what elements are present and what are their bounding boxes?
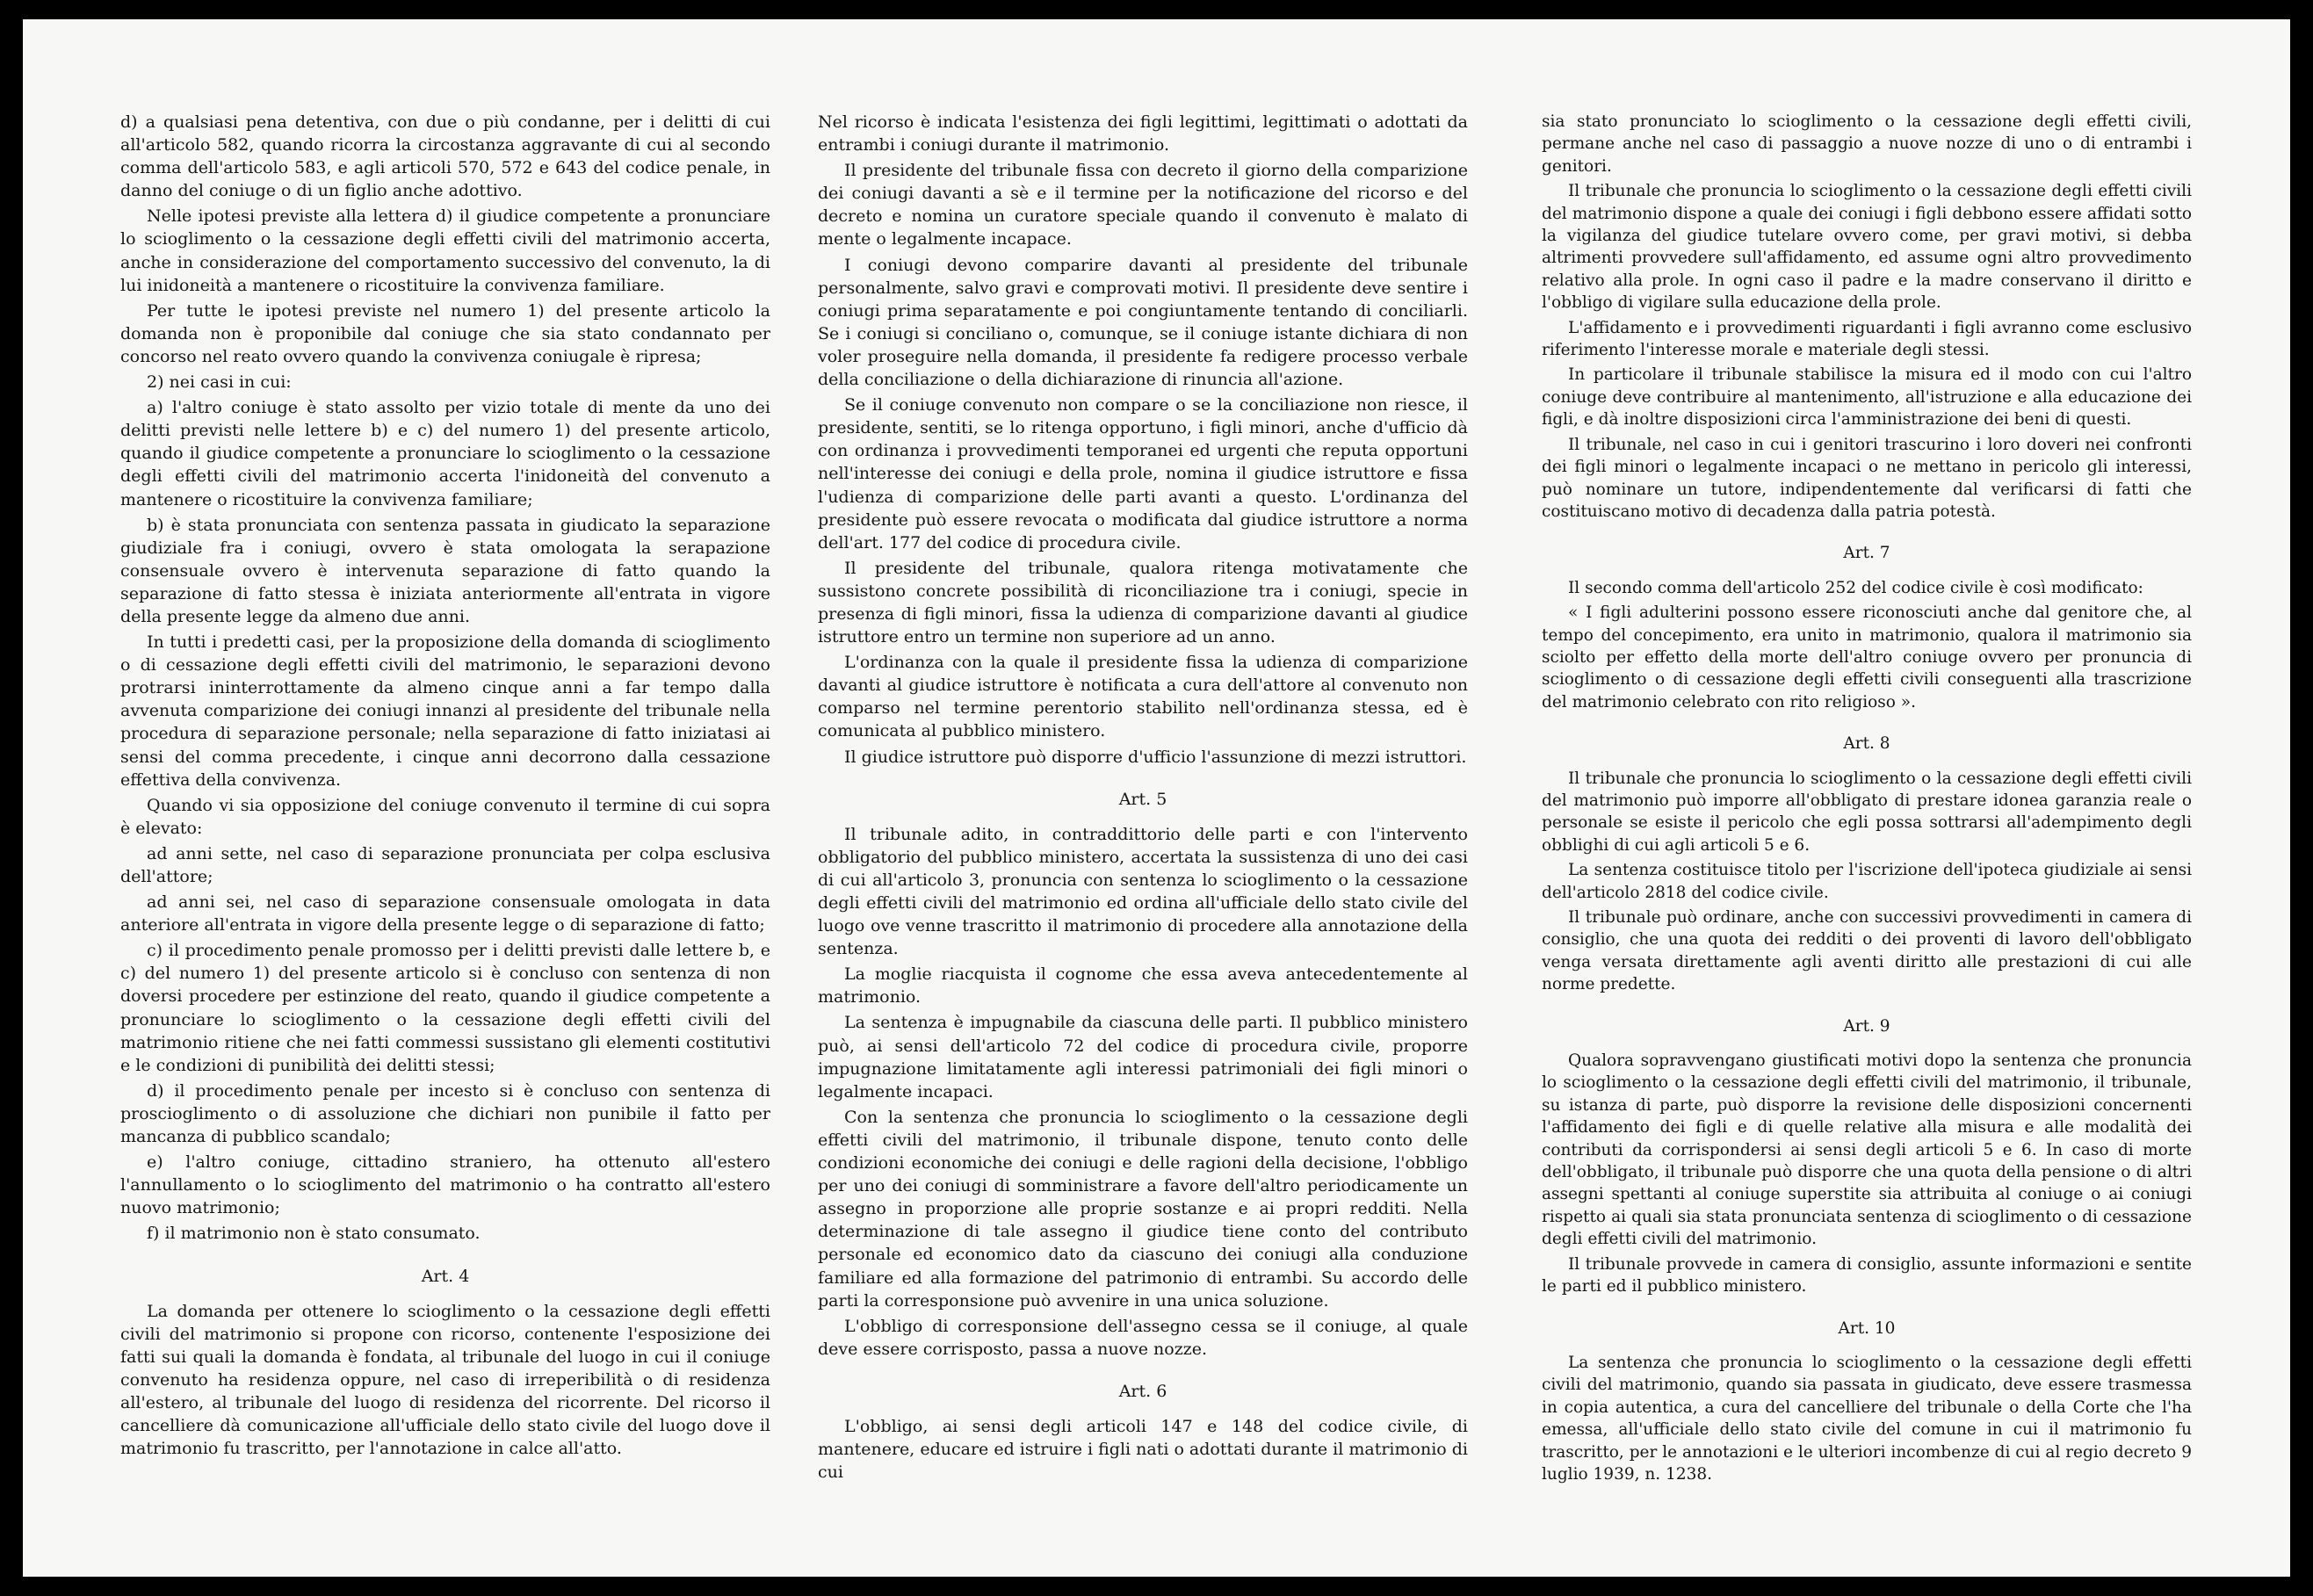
paragraph: Il tribunale che pronuncia lo scioglimento o la cessazione degli effetti civili del matrimonio dispone a quale dei coniugi i figli debbono essere affidati sotto la vigilanza del giudice tutelare ovvero come, per gravi motivi, si debba altrimenti provvedere sull'affidamento, ed assume ogni altro provvedimento relativo alla prole. In ogni caso il padre e la madre conservano il diritto e l'obbligo di vigilare sulla educazione della prole. <box>1542 182 2192 313</box>
article-heading: Art. 4 <box>421 1266 470 1286</box>
paragraph: Il tribunale, nel caso in cui i genitori trascurino i loro doveri nei confronti dei figli minori o legalmente incapaci o ne mettano in pericolo gli interessi, può nominare un tutore, indipendentemente dal verificarsi di fatti che costituiscano motivo di decadenza dalla patria potestà. <box>1542 435 2192 521</box>
paragraph: ad anni sette, nel caso di separazione pronunciata per colpa esclusiva dell'attore; <box>120 843 770 886</box>
article-heading: Art. 10 <box>1838 1318 1896 1338</box>
paragraph: L'ordinanza con la quale il presidente fissa la udienza di comparizione davanti al giudice istruttore è notificata a cura dell'attore al convenuto non comparso nel termine perentorio stabilito nell'ordinanza stessa, ed è comunicata al pubblico ministero. <box>818 653 1468 741</box>
paragraph: Il tribunale provvede in camera di consiglio, assunte informazioni e sentite le parti ed il pubblico ministero. <box>1542 1254 2192 1296</box>
article-heading: Art. 5 <box>1118 789 1167 809</box>
paragraph: ad anni sei, nel caso di separazione consensuale omologata in data anteriore all'entrata in vigore della presente legge o di separazione di fatto; <box>120 892 770 935</box>
paragraph: In particolare il tribunale stabilisce la misura ed il modo con cui l'altro coniuge deve contribuire al mantenimento, all'istruzione e alla educazione dei figli, e dà inoltre disposizioni circa l'amministrazione dei beni di questi. <box>1542 365 2192 430</box>
paragraph: L'affidamento e i provvedimenti riguardanti i figli avranno come esclusivo riferimento l'interesse morale e materiale degli stessi. <box>1542 318 2192 360</box>
paragraph: c) il procedimento penale promosso per i delitti previsti dalle lettere b, e c) del numero 1) del presente articolo si è concluso con sentenza di non doversi procedere per estinzione del reato, quando il giudice competente a pronunciare lo scioglimento o la cessazione degli effetti civili del matrimonio ritiene che nei fatti commessi sussistano gli elementi costitutivi e le condizioni di punibilità dei delitti stessi; <box>120 941 770 1075</box>
article-heading: Art. 8 <box>1843 734 1890 754</box>
paragraph: sia stato pronunciato lo scioglimento o la cessazione degli effetti civili, permane anche nel caso di passaggio a nuove nozze di uno o di entrambi i genitori. <box>1542 112 2192 176</box>
paragraph: La domanda per ottenere lo scioglimento o la cessazione degli effetti civili del matrimonio si propone con ricorso, contenente l'esposizione dei fatti sui quali la domanda è fondata, al tribunale del luogo in cui il coniuge convenuto ha residenza oppure, nel caso di irreperibilità o di residenza all'estero, al tribunale del luogo di residenza del ricorrente. Del ricorso il cancelliere dà comunicazione all'ufficiale dello stato civile del luogo dove il matrimonio fu trascritto, per l'annotazione in calce all'atto. <box>120 1301 770 1459</box>
paragraph: Il tribunale può ordinare, anche con successivi provvedimenti in camera di consiglio, che una quota dei redditi o dei proventi di lavoro dell'obbligato venga versata direttamente agli aventi diritto alle prestazioni di cui alle norme predette. <box>1542 908 2192 994</box>
paragraph: L'obbligo di corresponsione dell'assegno cessa se il coniuge, al quale deve essere corrisposto, passa a nuove nozze. <box>818 1316 1468 1359</box>
paragraph: La sentenza costituisce titolo per l'iscrizione dell'ipoteca giudiziale ai sensi dell'articolo 2818 del codice civile. <box>1542 861 2192 902</box>
text-column-2 <box>818 108 1468 1484</box>
paragraph: d) il procedimento penale per incesto si è concluso con sentenza di proscioglimento o di assoluzione che dichiari non punibile il fatto per mancanza di pubblico scandalo; <box>120 1080 770 1147</box>
paragraph: a) l'altro coniuge è stato assolto per vizio totale di mente da uno dei delitti previsti nelle lettere b) e c) del numero 1) del presente articolo, quando il giudice competente a pronunciare lo scioglimento o la cessazione degli effetti civili del matrimonio accerta l'inidoneità del convenuto a mantenere o ricostituire la convivenza familiare; <box>120 398 770 509</box>
article-heading: Art. 6 <box>1118 1381 1167 1401</box>
paragraph: b) è stata pronunciata con sentenza passata in giudicato la separazione giudiziale fra i coniugi, ovvero è stata omologata la serapazione consensuale ovvero è intervenuta separazione di fatto quando la separazione di fatto stessa è iniziata anteriormente all'entrata in vigore della presente legge da almeno due anni. <box>120 515 770 626</box>
paragraph: e) l'altro coniuge, cittadino straniero, ha ottenuto all'estero l'annullamento o lo scioglimento del matrimonio o ha contratto all'estero nuovo matrimonio; <box>120 1152 770 1218</box>
paragraph: Qualora sopravvengano giustificati motivi dopo la sentenza che pronuncia lo scioglimento o la cessazione degli effetti civili del matrimonio, il tribunale, su istanza di parte, può disporre la revisione delle disposizioni concernenti l'affidamento dei figli e di quelle relative alla misura e alle modalità dei contributi da corrispondersi ai sensi degli articoli 5 e 6. In caso di morte dell'obbligato, il tribunale può disporre che una quota della pensione o di altri assegni spettanti al coniuge superstite sia attribuita al coniuge o ai coniugi rispetto ai quali sia stata pronunciata sentenza di scioglimento o di cessazione degli effetti civili del matrimonio. <box>1542 1051 2192 1249</box>
text-column-1 <box>120 108 770 1460</box>
scan-border-top <box>843 0 2293 19</box>
paragraph: Quando vi sia opposizione del coniuge convenuto il termine di cui sopra è elevato: <box>120 795 770 838</box>
paragraph: « I figli adulterini possono essere riconosciuti anche dal genitore che, al tempo del concepimento, era unito in matrimonio, qualora il matrimonio sia sciolto per effetto della morte dell'altro coniuge ovvero per pronuncia di scioglimento o di cessazione degli effetti civili conseguenti alla trascrizione del matrimonio celebrato con rito religioso ». <box>1542 603 2192 711</box>
paragraph: La sentenza che pronuncia lo scioglimento o la cessazione degli effetti civili del matrimonio, quando sia passata in giudicato, deve essere trasmessa in copia autentica, a cura del cancelliere del tribunale o della Corte che l'ha emessa, all'ufficiale dello stato civile del comune in cui il matrimonio fu trascritto, per le annotazioni e le ulteriori incombenze di cui al regio decreto 9 luglio 1939, n. 1238. <box>1542 1353 2192 1484</box>
paragraph: Il secondo comma dell'articolo 252 del codice civile è così modificato: <box>1568 578 2143 597</box>
article-heading: Art. 7 <box>1843 544 1890 563</box>
paragraph: Il presidente del tribunale fissa con decreto il giorno della comparizione dei coniugi davanti a sè e il termine per la notificazione del ricorso e del decreto e nomina un curatore speciale quando il convenuto è malato di mente o legalmente incapace. <box>818 161 1468 249</box>
paragraph: Il giudice istruttore può disporre d'ufficio l'assunzione di mezzi istruttori. <box>844 747 1467 767</box>
paragraph: Il presidente del tribunale, qualora ritenga motivatamente che sussistono concrete possibilità di riconciliazione tra i coniugi, specie in presenza di figli minori, fissa la udienza di comparizione davanti al giudice istruttore entro un termine non superiore ad un anno. <box>818 558 1468 647</box>
paragraph: Nelle ipotesi previste alla lettera d) il giudice competente a pronunciare lo scioglimento o la cessazione degli effetti civili del matrimonio accerta, anche in considerazione del comportamento successivo del convenuto, la di lui inidoneità a mantenere o ricostituire la convivenza familiare. <box>120 206 770 295</box>
paragraph: d) a qualsiasi pena detentiva, con due o più condanne, per i delitti di cui all'articolo 582, quando ricorra la circostanza aggravante di cui al secondo comma dell'articolo 583, e agli articoli 570, 572 e 643 del codice penale, in danno del coniuge o di un figlio anche adottivo. <box>120 112 770 201</box>
paragraph: f) il matrimonio non è stato consumato. <box>147 1224 481 1244</box>
text-column-3 <box>1542 108 2192 1485</box>
paragraph: Se il coniuge convenuto non compare o se la conciliazione non riesce, il presidente, sentiti, se lo ritenga opportuno, i figli minori, anche d'ufficio dà con ordinanza i provvedimenti temporanei ed urgenti che reputa opportuni nell'interesse dei coniugi e della prole, nomina il giudice istruttore e fissa l'udienza di comparizione delle parti avanti a questo. L'ordinanza del presidente può essere revocata o modificata dal giudice istruttore a norma dell'art. 177 del codice di procedura civile. <box>818 395 1468 552</box>
paragraph: Per tutte le ipotesi previste nel numero 1) del presente articolo la domanda non è proponibile dal coniuge che sia stato condannato per concorso nel reato ovvero quando la convivenza coniugale è ripresa; <box>120 300 770 366</box>
paragraph: Il tribunale che pronuncia lo scioglimento o la cessazione degli effetti civili del matrimonio può imporre all'obbligato di prestare idonea garanzia reale o personale se esiste il pericolo che egli possa sottrarsi all'adempimento degli obblighi di cui agli articoli 5 e 6. <box>1542 769 2192 855</box>
paragraph: L'obbligo, ai sensi degli articoli 147 e 148 del codice civile, di mantenere, educare ed istruire i figli nati o adottati durante il matrimonio di cui <box>818 1416 1468 1483</box>
paragraph: Con la sentenza che pronuncia lo scioglimento o la cessazione degli effetti civili del matrimonio, il tribunale dispone, tenuto conto delle condizioni economiche dei coniugi e delle ragioni della decisione, l'obbligo per uno dei coniugi di somministrare a favore dell'altro periodicamente un assegno in proporzione alle proprie sostanze e ai propri redditi. Nella determinazione di tale assegno il giudice tiene conto del contributo personale ed economico dato da ciascuno dei coniugi alla conduzione familiare ed alla formazione del patrimonio di entrambi. Su accordo delle parti la corresponsione può avvenire in una unica soluzione. <box>818 1107 1468 1311</box>
paragraph: Il tribunale adito, in contraddittorio delle parti e con l'intervento obbligatorio del pubblico ministero, accertata la sussistenza di uno dei casi di cui all'articolo 3, pronuncia con sentenza lo scioglimento o la cessazione degli effetti civili del matrimonio ed ordina all'ufficiale dello stato civile del luogo ove venne trascritto il matrimonio di procedere alla annotazione della sentenza. <box>818 824 1468 959</box>
paragraph: I coniugi devono comparire davanti al presidente del tribunale personalmente, salvo gravi e comprovati motivi. Il presidente deve sentire i coniugi prima separatamente e poi congiuntamente tentando di conciliarli. Se i coniugi si conciliano o, comunque, se il coniuge istante dichiara di non voler proseguire nella domanda, il presidente fa redigere processo verbale della conciliazione o della dichiarazione di rinuncia all'azione. <box>818 255 1468 390</box>
paragraph: 2) nei casi in cui: <box>147 372 292 393</box>
article-heading: Art. 9 <box>1843 1016 1890 1036</box>
paragraph: Nel ricorso è indicata l'esistenza dei figli legittimi, legittimati o adottati da entrambi i coniugi durante il matrimonio. <box>818 112 1468 155</box>
paragraph: In tutti i predetti casi, per la proposizione della domanda di scioglimento o di cessazione degli effetti civili del matrimonio, le separazioni devono protrarsi ininterrottamente da almeno cinque anni a far tempo dalla avvenuta comparizione dei coniugi innanzi al presidente del tribunale nella procedura di separazione personale; nella separazione di fatto iniziatasi ai sensi del comma precedente, i cinque anni decorrono dalla cessazione effettiva della convivenza. <box>120 632 770 790</box>
paragraph: La sentenza è impugnabile da ciascuna delle parti. Il pubblico ministero può, ai sensi dell'articolo 72 del codice di procedura civile, proporre impugnazione limitatamente agli interessi patrimoniali dei figli minori o legalmente incapaci. <box>818 1013 1468 1101</box>
paragraph: La moglie riacquista il cognome che essa aveva antecedentemente al matrimonio. <box>818 964 1468 1007</box>
